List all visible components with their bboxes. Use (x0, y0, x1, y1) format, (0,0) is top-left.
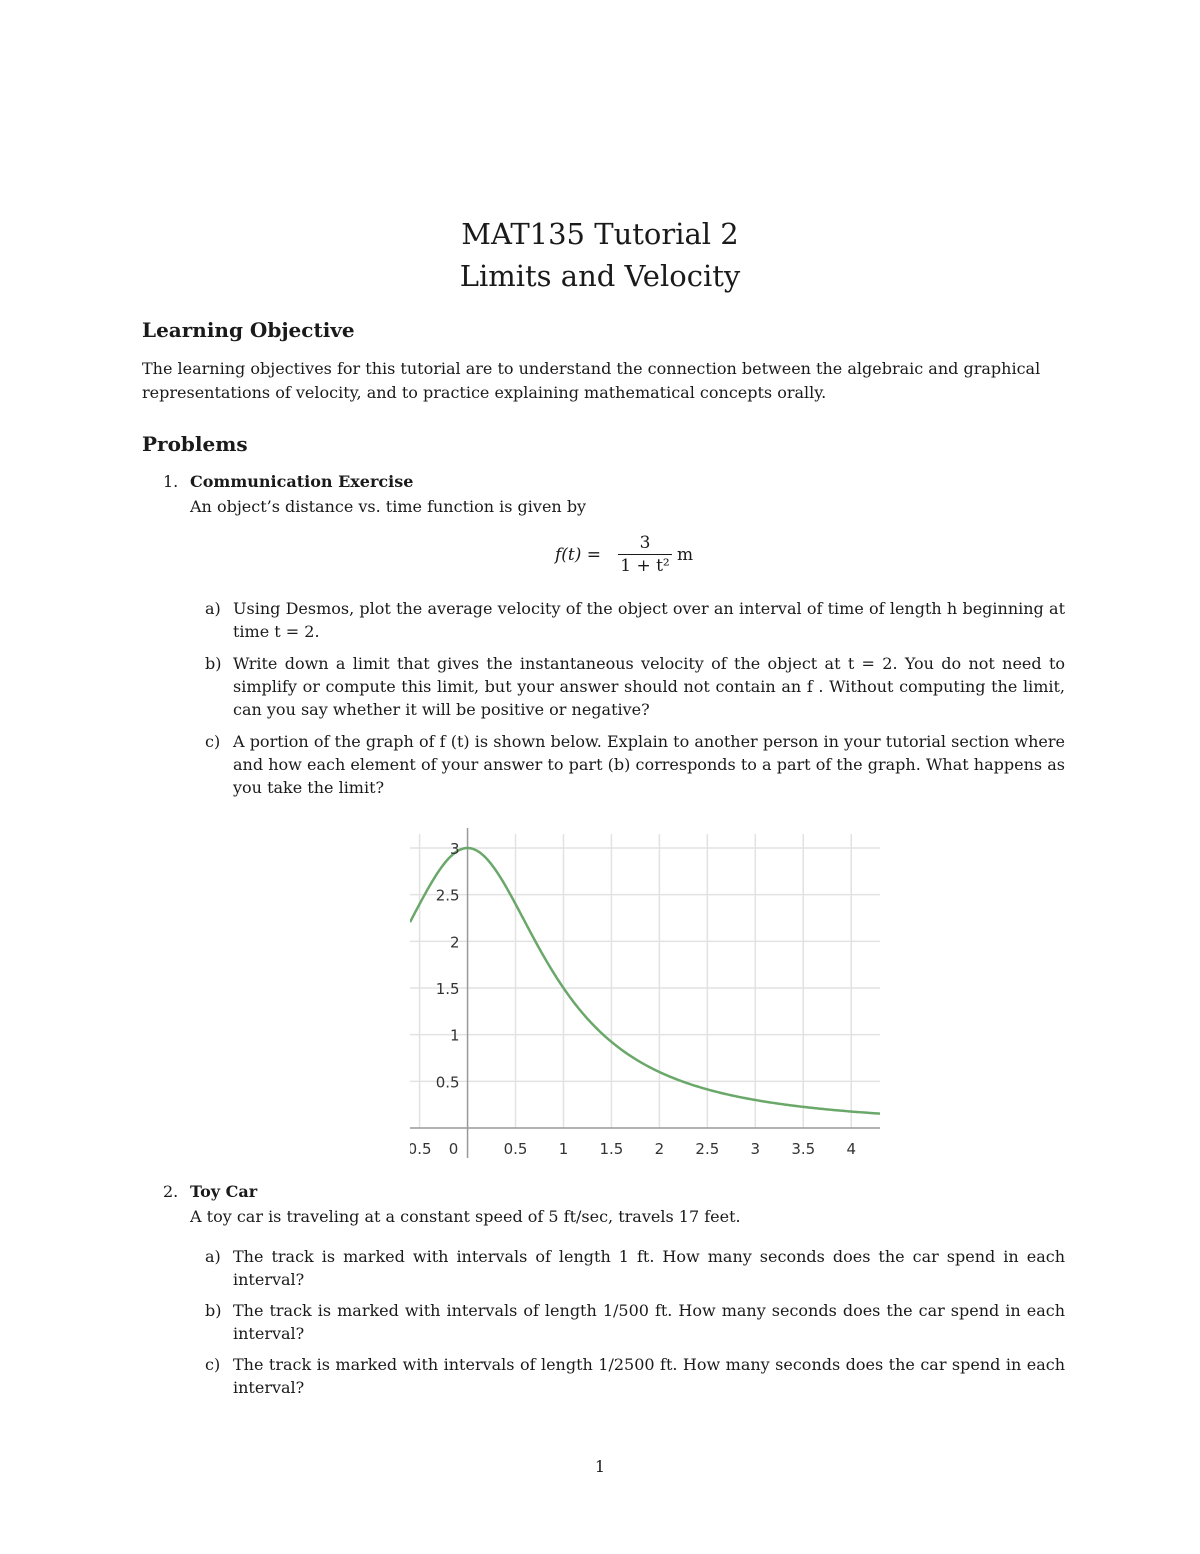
y-tick-label: 2.5 (435, 886, 460, 905)
document-subtitle: Limits and Velocity (459, 259, 741, 293)
page-number: 1 (594, 1457, 606, 1476)
y-tick-label: 2 (450, 933, 460, 952)
part-text: Write down a limit that gives the instantaneous velocity of the object at t = 2. You do not need to simplify or compute this limit, but your answer should not contain an f . Without computing the limit, can you say whether it will be positive or negative? (233, 654, 1065, 719)
x-tick-label: 3 (750, 1140, 761, 1158)
part-label: c) (205, 732, 221, 751)
function-graph (410, 828, 880, 1163)
part-text: Using Desmos, plot the average velocity of the object over an interval of time of length h beginning at time t = 2. (233, 599, 1065, 641)
equation-unit: m (677, 545, 694, 565)
y-tick-label: 1.5 (435, 980, 460, 998)
part-label: b) (205, 1301, 222, 1320)
problem-2-part-c (205, 1353, 1065, 1399)
part-label: b) (205, 654, 222, 673)
problem-1-intro: An object’s distance vs. time function is given by (190, 497, 587, 516)
problems-heading: Problems (142, 432, 248, 456)
problem-2-intro: A toy car is traveling at a constant speed of 5 ft/sec, travels 17 feet. (190, 1207, 741, 1226)
x-tick-label: 0.5 (503, 1140, 528, 1158)
equation-lhs: f(t) = (555, 545, 602, 565)
part-label: c) (205, 1355, 221, 1374)
learning-objective-text: The learning objectives for this tutorial are to understand the connection between the algebraic and graphical representations of velocity, and to practice explaining mathematical concepts orally. (142, 359, 1041, 402)
problem-1-title: Communication Exercise (190, 472, 414, 491)
part-text: The track is marked with intervals of length 1/2500 ft. How many seconds does the car spend in each interval? (233, 1355, 1065, 1397)
x-tick-label: 1 (558, 1140, 569, 1158)
function-curve (410, 848, 880, 1114)
document-title: MAT135 Tutorial 2 (461, 217, 739, 251)
problem-1-part-b (205, 652, 1065, 721)
part-text: A portion of the graph of f (t) is shown below. Explain to another person in your tutorial section where and how each element of your answer to part (b) corresponds to a part of the graph. What happens as you take the limit? (233, 732, 1065, 797)
y-tick-label: 3 (450, 840, 460, 858)
part-text: The track is marked with intervals of length 1/500 ft. How many seconds does the car spend in each interval? (233, 1301, 1065, 1343)
problem-1-number: 1. (163, 472, 179, 491)
part-label: a) (205, 1247, 221, 1266)
problem-1-part-a (205, 597, 1065, 643)
y-tick-label: 1 (450, 1026, 460, 1045)
x-tick-label: 2 (654, 1140, 665, 1158)
problem-2-title: Toy Car (190, 1182, 258, 1201)
equation-denominator: 1 + t² (620, 556, 670, 576)
y-tick-label: 0.5 (435, 1073, 460, 1092)
learning-objective-heading: Learning Objective (142, 318, 355, 342)
x-tick-label: 4 (846, 1140, 856, 1158)
x-tick-label: 0 (448, 1140, 459, 1158)
equation-fraction (618, 532, 672, 577)
equation-numerator: 3 (639, 533, 651, 553)
x-tick-label: 3.5 (791, 1140, 816, 1158)
problem-1-part-c (205, 730, 1065, 799)
part-text: The track is marked with intervals of length 1 ft. How many seconds does the car spend in each interval? (233, 1247, 1065, 1289)
x-tick-label: 1.5 (599, 1140, 624, 1158)
problem-2-part-a (205, 1245, 1065, 1291)
problem-2-part-b (205, 1299, 1065, 1345)
function-plot-svg (410, 828, 880, 1163)
part-label: a) (205, 599, 221, 618)
x-tick-label: 2.5 (695, 1140, 720, 1158)
problem-2-number: 2. (163, 1182, 179, 1201)
x-tick-label: 0.5 (410, 1140, 432, 1158)
